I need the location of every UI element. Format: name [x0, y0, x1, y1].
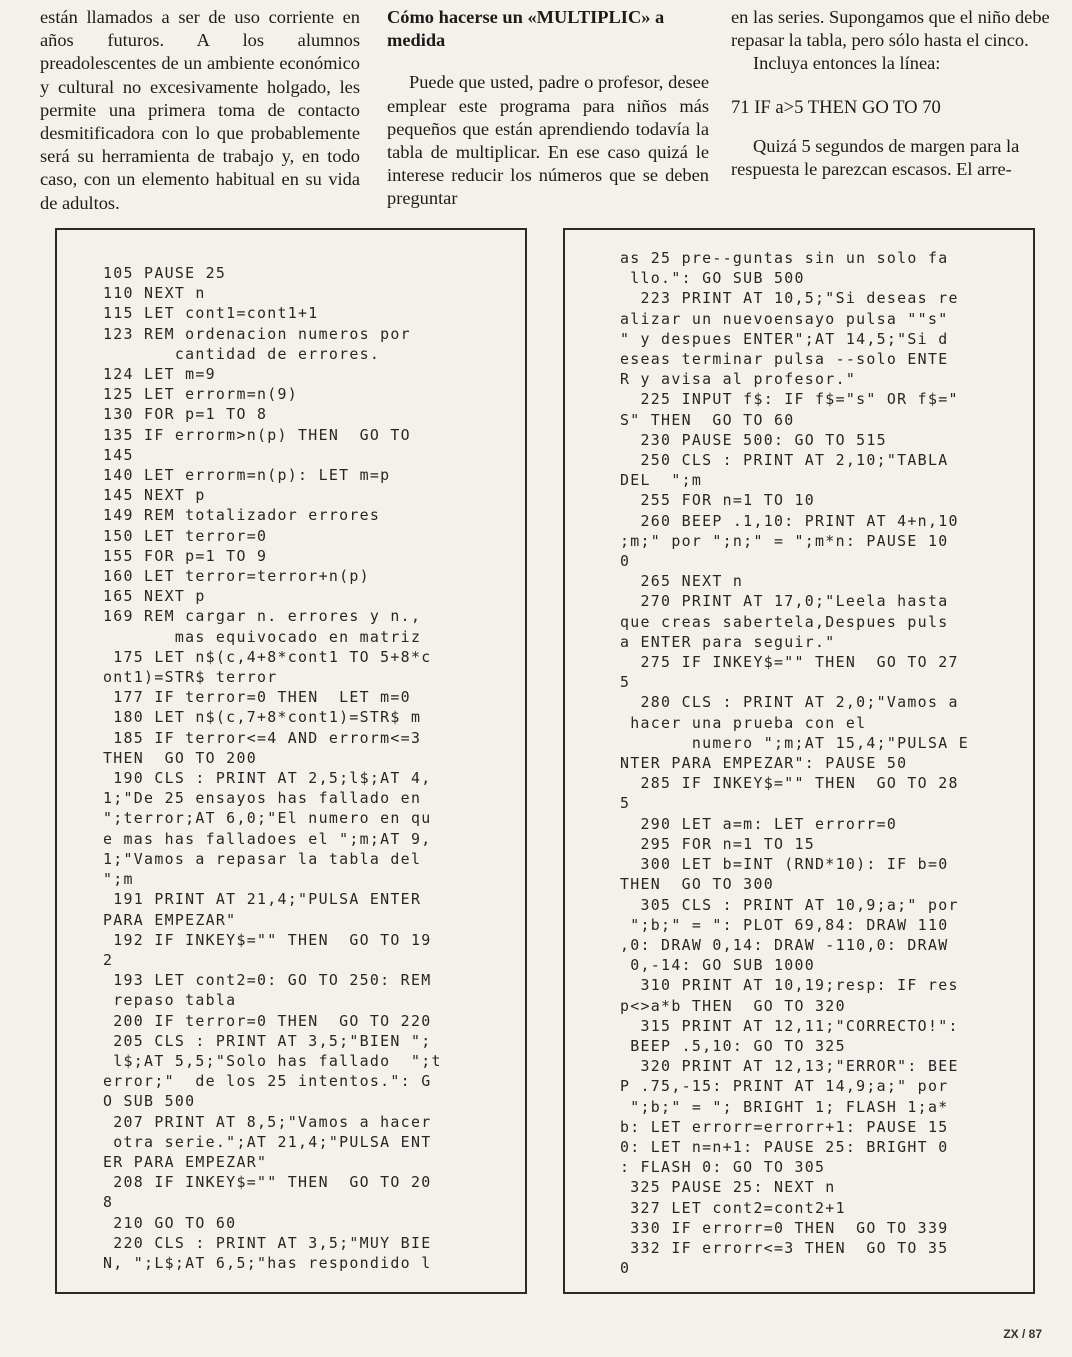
program-listing-right: [563, 228, 1035, 1294]
column-3-paragraph-2: Incluya entonces la línea:: [753, 53, 941, 74]
column-3-paragraph-1: en las series. Supongamos que el niño debe repasar la tabla, pero sólo hasta el cinco.: [731, 7, 1050, 51]
column-2-text: Puede que usted, padre o profesor, desee emplear este programa para niños más pequeños que están aprendiendo todavía la tabla de multiplicar. En ese caso quizá le interese reducir los números que se deben preguntar: [387, 72, 709, 209]
article-column-3: [731, 6, 1053, 181]
inline-code-line: 71 IF a>5 THEN GO TO 70: [731, 96, 941, 118]
column-3-paragraph-3: Quizá 5 segundos de margen para la respuesta le parezcan escasos. El arre-: [731, 135, 1020, 180]
column-1-text: están llamados a ser de uso corriente en años futuros. A los alumnos preadolescentes de un ambiente económico y cultural no excesivamente holgado, les permite una primera toma de contacto desmitificadora con lo que probablemente será su herramienta de trabajo y, en todo caso, con un elemento habitual en su vida de adultos.: [40, 7, 360, 213]
section-heading: Cómo hacerse un «MULTIPLIC» a medida: [387, 7, 665, 51]
program-listing-left: [55, 228, 527, 1294]
page-footer: ZX / 87: [1003, 1327, 1042, 1341]
article-column-1: [40, 6, 360, 215]
article-column-2: [387, 6, 709, 211]
basic-code-right: as 25 pre--guntas sin un solo fa llo.": GO SUB 500 223 PRINT AT 10,5;"Si deseas re alizar un nuevoensayo pulsa ""s" " y despues ENTER";AT 14,5;"Si d eseas terminar pulsa --solo ENTE R y avisa al profesor." 225 INPUT f$: IF f$="s" OR f$=" S" THEN GO TO 60 230 PAUSE 500: GO TO 515 250 CLS : PRINT AT 2,10;"TABLA DEL ";m 255 FOR n=1 TO 10 260 BEEP .1,10: PRINT AT 4+n,10 ;m;" por ";n;" = ";m*n: PAUSE 10 0 265 NEXT n 270 PRINT AT 17,0;"Leela hasta que creas sabertela,Despues puls a ENTER para seguir." 275 IF INKEY$="" THEN GO TO 27 5 280 CLS : PRINT AT 2,0;"Vamos a hacer una prueba con el numero ";m;AT 15,4;"PULSA E NTER PARA EMPEZAR": PAUSE 50 285 IF INKEY$="" THEN GO TO 28 5 290 LET a=m: LET errorr=0 295 FOR n=1 TO 15 300 LET b=INT (RND*10): IF b=0 THEN GO TO 300 305 CLS : PRINT AT 10,9;a;" por ";b;" = ": PLOT 69,84: DRAW 110 ,0: DRAW 0,14: DRAW -110,0: DRAW 0,-14: GO SUB 1000 310 PRINT AT 10,19;resp: IF res p<>a*b THEN GO TO 320 315 PRINT AT 12,11;"CORRECTO!": BEEP .5,10: GO TO 325 320 PRINT AT 12,13;"ERROR": BEE P .75,-15: PRINT AT 14,9;a;" por ";b;" = "; BRIGHT 1; FLASH 1;a* b: LET errorr=errorr+1: PAUSE 15 0: LET n=n+1: PAUSE 25: BRIGHT 0 : FLASH 0: GO TO 305 325 PAUSE 25: NEXT n 327 LET cont2=cont2+1 330 IF errorr=0 THEN GO TO 339 332 IF errorr<=3 THEN GO TO 35 0: [620, 249, 970, 1278]
basic-code-left: 105 PAUSE 25 110 NEXT n 115 LET cont1=cont1+1 123 REM ordenacion numeros por cantidad de errores. 124 LET m=9 125 LET errorm=n(9) 130 FOR p=1 TO 8 135 IF errorm>n(p) THEN GO TO 145 140 LET errorm=n(p): LET m=p 145 NEXT p 149 REM totalizador errores 150 LET terror=0 155 FOR p=1 TO 9 160 LET terror=terror+n(p) 165 NEXT p 169 REM cargar n. errores y n., mas equivocado en matriz 175 LET n$(c,4+8*cont1 TO 5+8*c ont1)=STR$ terror 177 IF terror=0 THEN LET m=0 180 LET n$(c,7+8*cont1)=STR$ m 185 IF terror<=4 AND errorm<=3 THEN GO TO 200 190 CLS : PRINT AT 2,5;l$;AT 4, 1;"De 25 ensayos has fallado en ";terror;AT 6,0;"El numero en qu e mas has falladoes el ";m;AT 9, 1;"Vamos a repasar la tabla del ";m 191 PRINT AT 21,4;"PULSA ENTER PARA EMPEZAR" 192 IF INKEY$="" THEN GO TO 19 2 193 LET cont2=0: GO TO 250: REM repaso tabla 200 IF terror=0 THEN GO TO 220 205 CLS : PRINT AT 3,5;"BIEN "; l$;AT 5,5;"Solo has fallado ";t error;" de los 25 intentos.": G O SUB 500 207 PRINT AT 8,5;"Vamos a hacer otra serie.";AT 21,4;"PULSA ENT ER PARA EMPEZAR" 208 IF INKEY$="" THEN GO TO 20 8 210 GO TO 60 220 CLS : PRINT AT 3,5;"MUY BIE N, ";L$;AT 6,5;"has respondido l: [103, 264, 442, 1272]
